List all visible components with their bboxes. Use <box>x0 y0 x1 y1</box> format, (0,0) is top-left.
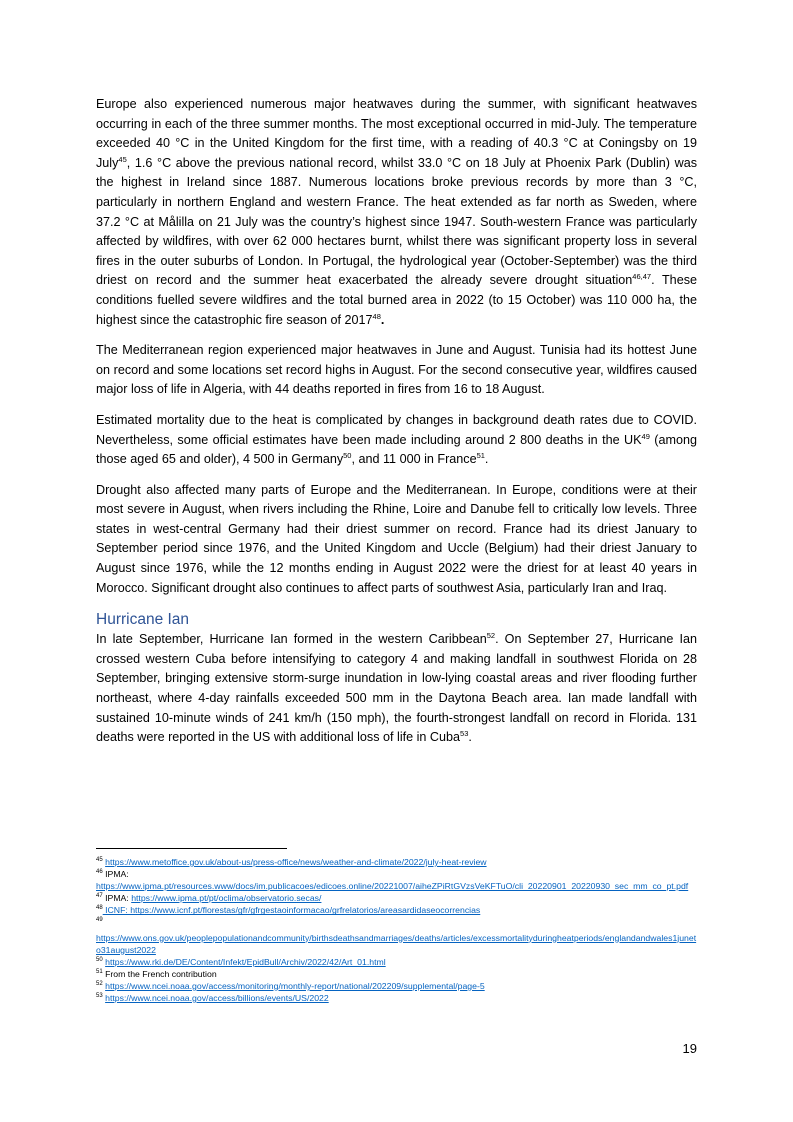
footnote-49 <box>96 916 697 928</box>
footnote-link[interactable]: https://www.rki.de/DE/Content/Infekt/EpidBull/Archiv/2022/42/Art_01.html <box>105 956 386 967</box>
footnote-ref-46-47[interactable]: 46,47 <box>632 272 652 282</box>
footnote-link[interactable]: https://www.ncei.noaa.gov/access/monitoring/monthly-report/national/202209/supplemental/page-5 <box>105 980 485 991</box>
section-heading-hurricane-ian: Hurricane Ian <box>96 611 190 629</box>
footnote-46-link <box>96 880 697 892</box>
paragraph-text: . <box>484 452 489 467</box>
footnote-ref-51[interactable]: 51 <box>476 450 485 460</box>
footnote-50 <box>96 956 697 968</box>
page-body <box>96 95 697 759</box>
footnote-52 <box>96 980 697 992</box>
footnote-link[interactable]: https://www.ons.gov.uk/peoplepopulationandcommunity/birthsdeathsandmarriages/deaths/articles/excessmortalityduringheatperiods/englandandwales1juneto31august2022 <box>96 932 697 955</box>
paragraph-text: Europe also experienced numerous major heatwaves during the summer, with significant heatwaves occurring in each of the three summer months. The most exceptional occurred in mid-July. The temperature exceeded 40 °C in the United Kingdom for the first time, with a reading of 40.3 °C at Coningsby on 19 July <box>96 97 697 170</box>
footnote-number: 50 <box>96 956 103 963</box>
paragraph-text: (among those aged 65 and older), 4 500 in Germany <box>96 432 698 467</box>
paragraph-text: . <box>380 312 385 327</box>
footnote-number: 47 <box>96 893 103 900</box>
footnote-ref-49[interactable]: 49 <box>641 431 650 441</box>
footnote-link[interactable]: ICNF: https://www.icnf.pt/florestas/gfr/gfrgestaoinformacao/grfrelatorios/areasardidaseocorrencias <box>102 905 481 916</box>
footnote-number: 48 <box>96 905 103 912</box>
footnote-ref-45[interactable]: 45 <box>118 154 127 164</box>
paragraph-hurricane-ian <box>96 630 697 748</box>
footnote-ref-50[interactable]: 50 <box>343 450 352 460</box>
paragraph-text: , and 11 000 in France <box>351 452 477 467</box>
footnote-45 <box>96 856 697 868</box>
footnote-51 <box>96 968 697 980</box>
footnote-number: 46 <box>96 869 103 876</box>
footnote-number: 52 <box>96 980 103 987</box>
footnote-link[interactable]: https://www.metoffice.gov.uk/about-us/press-office/news/weather-and-climate/2022/july-heat-review <box>105 857 487 867</box>
paragraph-europe-heatwaves <box>96 95 697 330</box>
paragraph-mortality <box>96 411 697 470</box>
footnote-ref-53[interactable]: 53 <box>460 729 469 739</box>
footnote-number: 49 <box>96 917 103 924</box>
page-number: 19 <box>682 1041 697 1056</box>
paragraph-text: . On September 27, Hurricane Ian crossed western Cuba before intensifying to category 4 and making landfall in southwest Florida on 28 September, bringing extensive storm-surge inundation in low-lying coastal areas and river flooding further northeast, where 4-day rainfalls exceeded 500 mm in the Daytona Beach area. Ian made landfall with sustained 10-minute winds of 241 km/h (150 mph), the fourth-strongest landfall on record in Florida. 131 deaths were reported in the US with additional loss of life in Cuba <box>96 632 697 745</box>
footnotes <box>96 856 697 1004</box>
footnote-49-link <box>96 932 697 956</box>
footnote-46 <box>96 868 697 880</box>
footnote-separator <box>96 848 287 849</box>
footnote-53 <box>96 992 697 1004</box>
footnote-link[interactable]: https://www.ncei.noaa.gov/access/billions/events/US/2022 <box>105 993 329 1004</box>
footnote-text: From the French contribution <box>105 968 217 979</box>
paragraph-text: , 1.6 °C above the previous national record, whilst 33.0 °C on 18 July at Phoenix Park (Dublin) was the highest in Ireland since 1887. Numerous locations broke previous records by more than 3 °C, particularly in northern England and western France. The heat extended as far north as Sweden, where 37.2 °C at Målilla on 21 July was the country’s highest since 1947. South-western France was particularly affected by wildfires, with over 62 000 hectares burnt, whilst there was significant property loss in several fires in the outer suburbs of London. In Portugal, the hydrological year (October-September) was the third driest on record and the summer heat exacerbated the already severe drought situation <box>96 155 697 288</box>
footnote-ref-48[interactable]: 48 <box>372 311 381 321</box>
paragraph-mediterranean: The Mediterranean region experienced major heatwaves in June and August. Tunisia had its hottest June on record and some locations set record highs in August. For the second consecutive year, wildfires caused major loss of life in Algeria, with 44 deaths reported in fires from 16 to 18 August. <box>96 343 697 397</box>
footnote-link[interactable]: https://www.ipma.pt/resources.www/docs/im.publicacoes/edicoes.online/20221007/aiheZPiRtGVzsVeKFTuO/cli_20220901_20220930_sec_mm_co_pt.pdf <box>96 881 689 892</box>
paragraph-drought: Drought also affected many parts of Europe and the Mediterranean. In Europe, conditions were at their most severe in August, when rivers including the Rhine, Loire and Danube fell to critically low levels. Three states in west-central Germany had their driest summer on record. France had its driest January to September period since 1976, and the United Kingdom and Uccle (Belgium) had their driest January to August since 1976, while the 12 months ending in August 2022 were the driest for at least 40 years in Morocco. Significant drought also continues to affect parts of southwest Asia, particularly Iran and Iraq. <box>96 482 697 595</box>
footnote-number: 51 <box>96 968 103 975</box>
footnote-link[interactable]: https://www.ipma.pt/pt/oclima/observatorio.secas/ <box>131 893 322 904</box>
paragraph-text: . <box>468 730 472 745</box>
footnote-number: 53 <box>96 993 103 1000</box>
footnote-ref-52[interactable]: 52 <box>486 631 496 641</box>
footnote-47 <box>96 892 697 904</box>
footnote-text: IPMA: <box>105 869 129 880</box>
footnote-text: IPMA: <box>105 893 132 904</box>
footnote-number: 45 <box>96 857 103 863</box>
footnote-48 <box>96 904 697 916</box>
paragraph-text: In late September, Hurricane Ian formed in the western Caribbean <box>96 632 487 647</box>
paragraph-text: Estimated mortality due to the heat is complicated by changes in background death rates due to COVID. Nevertheless, some official estimates have been made including around 2 800 deaths in the UK <box>96 412 697 447</box>
paragraph-text: . These conditions fuelled severe wildfires and the total burned area in 2022 (to 15 October) was 110 000 ha, the highest since the catastrophic fire season of 2017 <box>96 273 697 327</box>
